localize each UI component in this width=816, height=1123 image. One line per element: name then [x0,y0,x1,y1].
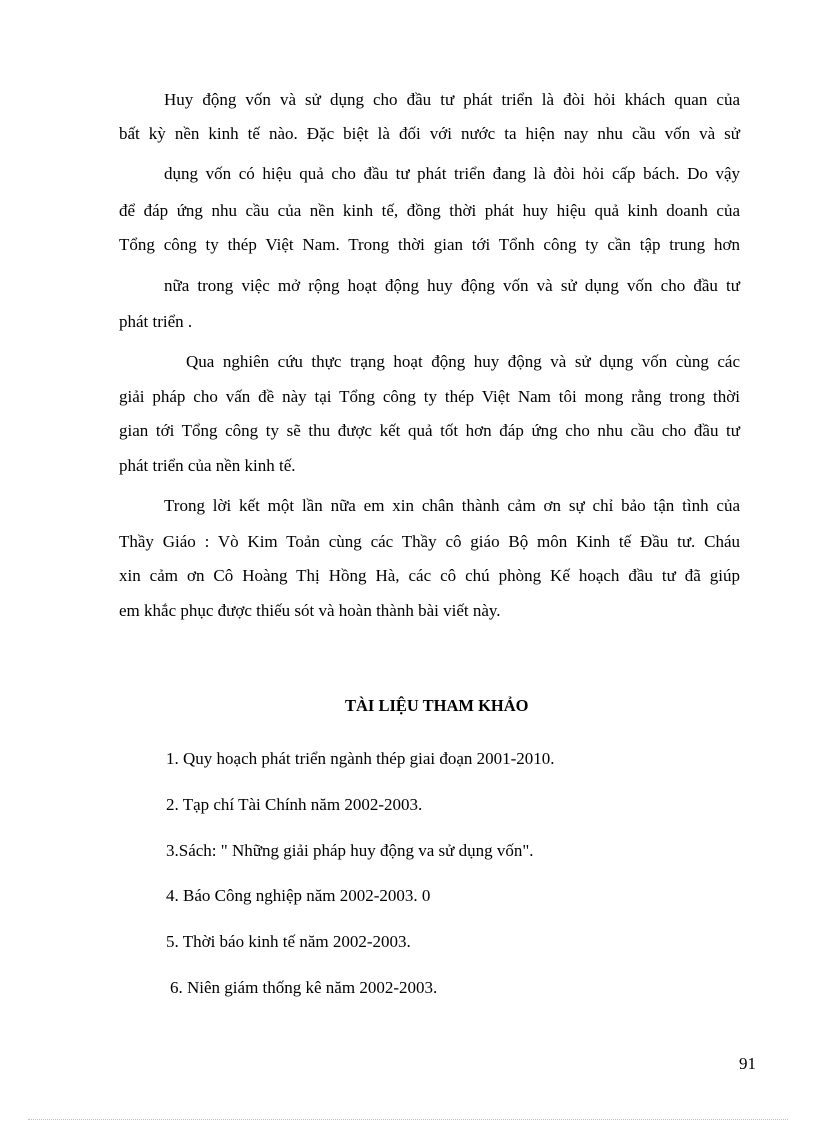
page-bottom-divider [28,1119,788,1120]
text-line: xin cảm ơn Cô Hoàng Thị Hồng Hà, các cô chú phòng Kế hoạch đầu tư đã giúp [119,566,740,585]
text-line: nữa trong việc mở rộng hoạt động huy động vốn và sử dụng vốn cho đầu tư [164,276,740,295]
text-line: để đáp ứng nhu cầu của nền kinh tế, đồng thời phát huy hiệu quả kinh doanh của [119,201,740,220]
reference-item: 5. Thời báo kinh tế năm 2002-2003. [166,932,411,951]
reference-item: 2. Tạp chí Tài Chính năm 2002-2003. [166,795,423,814]
text-line: dụng vốn có hiệu quả cho đầu tư phát triển đang là đòi hỏi cấp bách. Do vậy [164,164,740,183]
page-number: 91 [739,1054,756,1073]
reference-item: 6. Niên giám thống kê năm 2002-2003. [170,978,438,997]
text-line: em khắc phục được thiếu sót và hoàn thành bài viết này. [119,601,501,620]
text-line: phát triển . [119,312,193,331]
reference-item: 3.Sách: " Những giải pháp huy động va sử dụng vốn". [166,841,534,860]
reference-item: 1. Quy hoạch phát triển ngành thép giai đoạn 2001-2010. [166,749,555,768]
text-line: phát triển của nền kinh tế. [119,456,296,475]
text-line: Huy động vốn và sử dụng cho đầu tư phát triển là đòi hỏi khách quan của [164,90,740,109]
text-line: Thầy Giáo : Vò Kim Toản cùng các Thầy cô giáo Bộ môn Kinh tế Đầu tư. Cháu [119,532,740,551]
reference-item: 4. Báo Công nghiệp năm 2002-2003. 0 [166,886,431,905]
text-line: bất kỳ nền kinh tế nào. Đặc biệt là đối với nước ta hiện nay nhu cầu vốn và sử [119,124,740,143]
references-heading: TÀI LIỆU THAM KHẢO [345,696,529,715]
text-line: Qua nghiên cứu thực trạng hoạt động huy động và sử dụng vốn cùng các [186,352,740,371]
text-line: Trong lời kết một lần nữa em xin chân thành cảm ơn sự chỉ bảo tận tình của [164,496,740,515]
text-line: giải pháp cho vấn đề này tại Tổng công ty thép Việt Nam tôi mong rằng trong thời [119,387,740,406]
text-line: Tổng công ty thép Việt Nam. Trong thời gian tới Tổnh công ty cần tập trung hơn [119,235,740,254]
text-line: gian tới Tổng công ty sẽ thu được kết quả tốt hơn đáp ứng cho nhu cầu cho đầu tư [119,421,740,440]
